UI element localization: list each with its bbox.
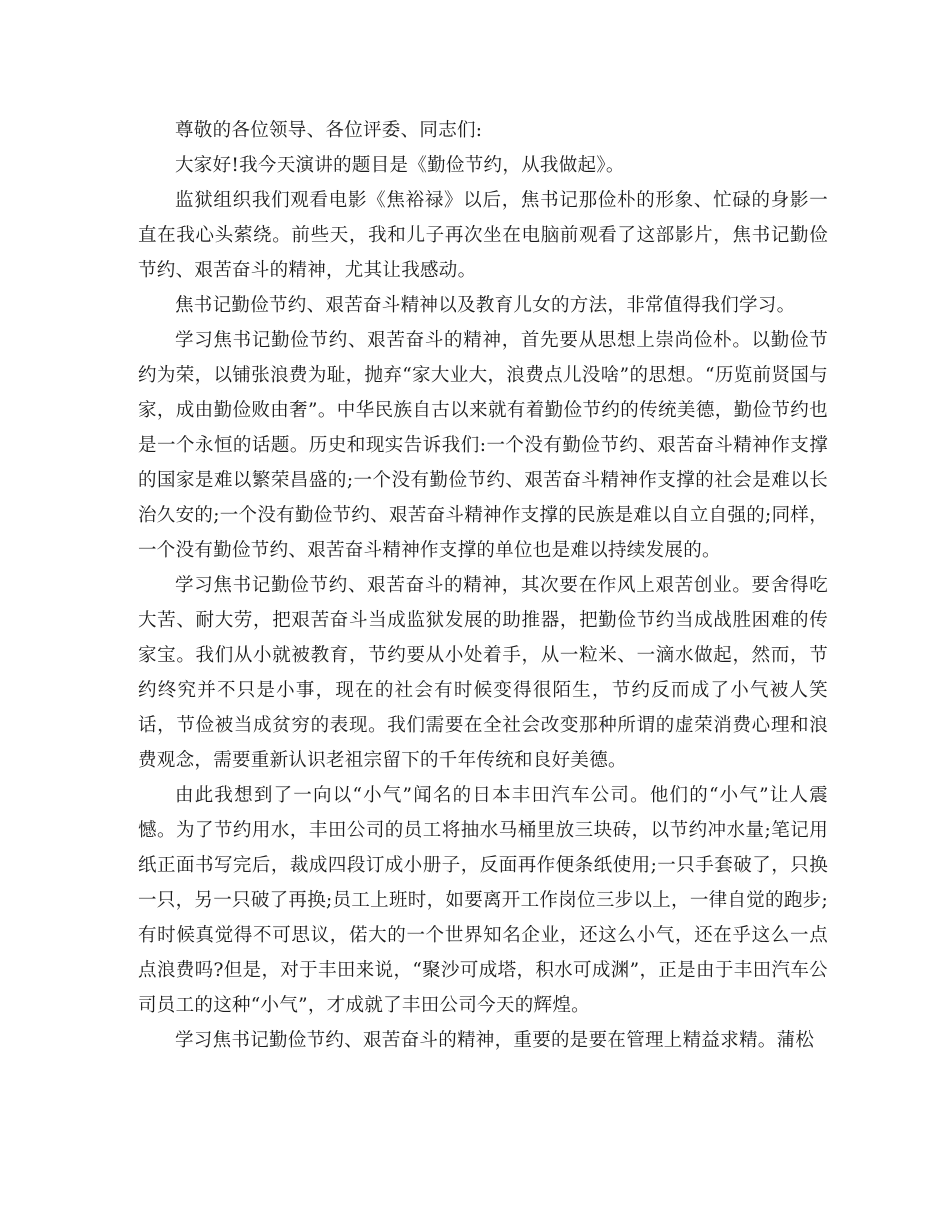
paragraph-toyota: 由此我想到了一向以“小气”闻名的日本丰田汽车公司。他们的“小气”让人震憾。为了节约用水，丰田公司的员工将抽水马桶里放三块砖，以节约冲水量;笔记用纸正面书写完后，裁成四段订成小册子，反面再作便条纸使用;一只手套破了，只换一只，另一只破了再换;员工上班时，如要离开工作岗位三步以上，一律自觉的跑步;有时候真觉得不可思议，偌大的一个世界知名企业，还这么小气，还在乎这么一点点浪费吗?但是，对于丰田来说，“聚沙可成塔，积水可成渊”，正是由于丰田汽车公司员工的这种“小气”，才成就了丰田公司今天的辉煌。 bbox=[138, 785, 828, 1016]
speech-body bbox=[138, 113, 828, 1058]
paragraph-film: 监狱组织我们观看电影《焦裕禄》以后，焦书记那俭朴的形象、忙碌的身影一直在我心头萦绕。前些天，我和儿子再次坐在电脑前观看了这部影片，焦书记勤俭节约、艰苦奋斗的精神，尤其让我感动。 bbox=[138, 190, 828, 281]
greeting-title-line: 大家好!我今天演讲的题目是《勤俭节约，从我做起》。 bbox=[175, 155, 625, 176]
paragraph-management: 学习焦书记勤俭节约、艰苦奋斗的精神，重要的是要在管理上精益求精。蒲松 bbox=[175, 1030, 815, 1051]
salutation: 尊敬的各位领导、各位评委、同志们: bbox=[175, 120, 483, 141]
paragraph-worth-learning: 焦书记勤俭节约、艰苦奋斗精神以及教育儿女的方法，非常值得我们学习。 bbox=[175, 295, 796, 316]
paragraph-style: 学习焦书记勤俭节约、艰苦奋斗的精神，其次要在作风上艰苦创业。要舍得吃大苦、耐大劳，把艰苦奋斗当成监狱发展的助推器，把勤俭节约当成战胜困难的传家宝。我们从小就被教育，节约要从小处着手，从一粒米、一滴水做起，然而，节约终究并不只是小事，现在的社会有时候变得很陌生，节约反而成了小气被人笑话，节俭被当成贫穷的表现。我们需要在全社会改变那种所谓的虚荣消费心理和浪费观念，需要重新认识老祖宗留下的千年传统和良好美德。 bbox=[138, 575, 828, 771]
paragraph-thought: 学习焦书记勤俭节约、艰苦奋斗的精神，首先要从思想上崇尚俭朴。以勤俭节约为荣，以铺张浪费为耻，抛弃“家大业大，浪费点儿没啥”的思想。“历览前贤国与家，成由勤俭败由奢”。中华民族自古以来就有着勤俭节约的传统美德，勤俭节约也是一个永恒的话题。历史和现实告诉我们:一个没有勤俭节约、艰苦奋斗精神作支撑的国家是难以繁荣昌盛的;一个没有勤俭节约、艰苦奋斗精神作支撑的社会是难以长治久安的;一个没有勤俭节约、艰苦奋斗精神作支撑的民族是难以自立自强的;同样，一个没有勤俭节约、艰苦奋斗精神作支撑的单位也是难以持续发展的。 bbox=[138, 330, 828, 561]
